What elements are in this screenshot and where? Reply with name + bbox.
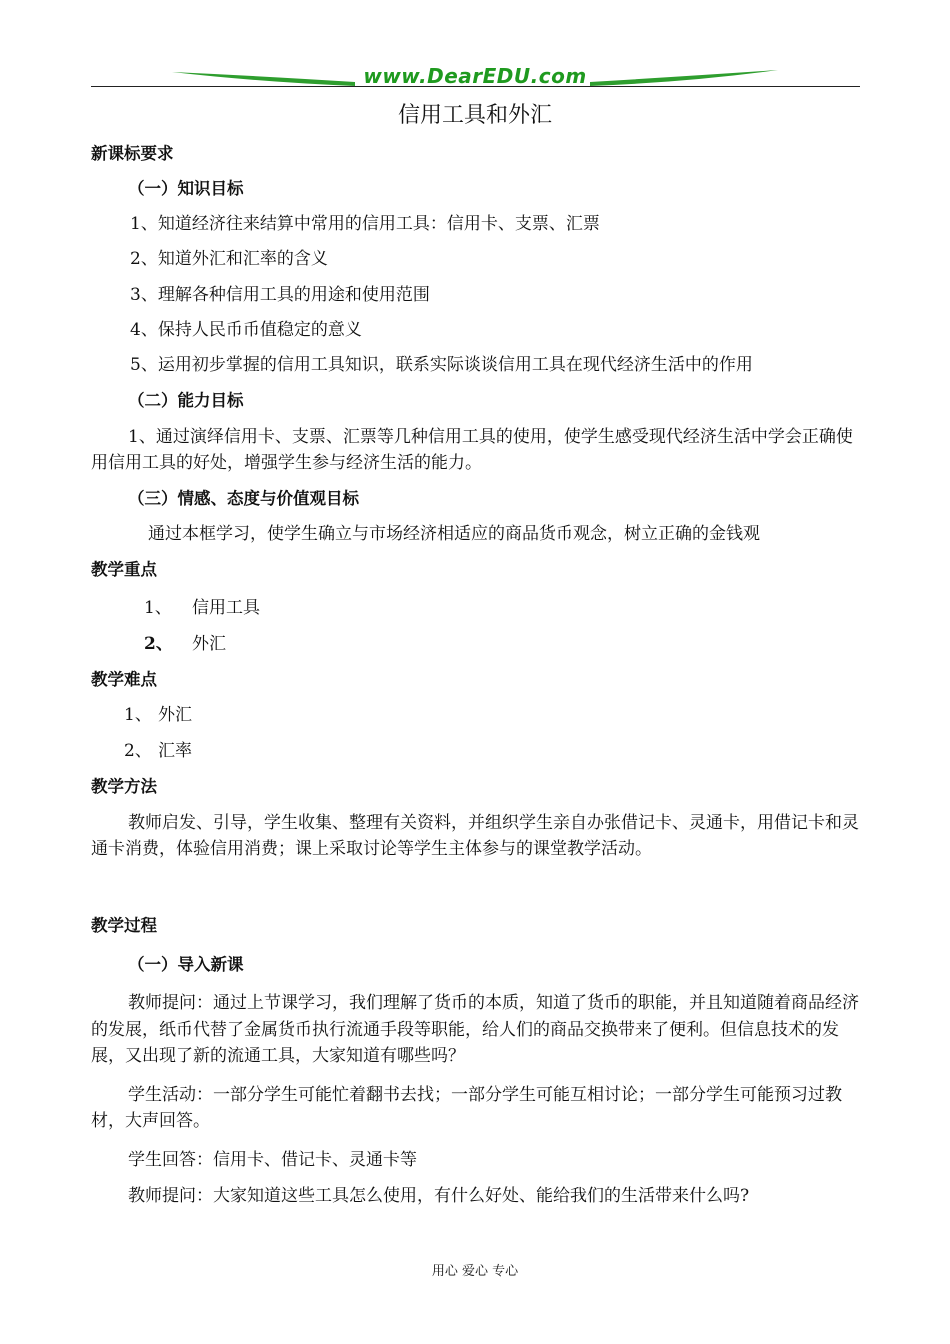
section-heading-requirements: 新课标要求: [91, 144, 174, 163]
list-item: 外汇: [192, 634, 226, 654]
page-footer: 用心 爱心 专心: [431, 1264, 519, 1279]
list-item-number: 1、: [124, 705, 152, 725]
list-item: 3、理解各种信用工具的用途和使用范围: [130, 285, 430, 305]
list-item-number: 2、: [144, 634, 173, 654]
list-item: 信用工具: [192, 598, 260, 618]
paragraph-teacher-question: 教师提问：大家知道这些工具怎么使用，有什么好处、能给我们的生活带来什么吗?: [128, 1186, 750, 1206]
list-item: 汇率: [158, 741, 192, 761]
paragraph-student-answer: 学生回答：信用卡、借记卡、灵通卡等: [128, 1150, 417, 1170]
subheading-intro: （一）导入新课: [128, 955, 244, 974]
paragraph-methods: 教师启发、引导，学生收集、整理有关资料，并组织学生亲自办张借记卡、灵通卡，用借记卡和灵通卡消费，体验信用消费；课上采取讨论等学生主体参与的课堂教学活动。: [91, 813, 859, 859]
subheading-ability-goal: （二）能力目标: [128, 391, 244, 410]
subheading-emotion-goal: （三）情感、态度与价值观目标: [128, 489, 359, 508]
paragraph-emotion: 通过本框学习，使学生确立与市场经济相适应的商品货币观念，树立正确的金钱观: [148, 524, 760, 544]
subheading-knowledge-goal: （一）知识目标: [128, 179, 244, 198]
site-logo: [170, 62, 780, 92]
list-item: 4、保持人民币币值稳定的意义: [130, 320, 362, 340]
list-item-number: 2、: [124, 741, 152, 761]
paragraph-intro-question: 教师提问：通过上节课学习，我们理解了货币的本质，知道了货币的职能，并且知道随着商品经济的发展，纸币代替了金属货币执行流通手段等职能，给人们的商品交换带来了便利。但信息技术的发展，又出现了新的流通工具，大家知道有哪些吗？: [91, 993, 859, 1066]
header-divider: [91, 86, 860, 87]
logo-text: www.DearEDU.com: [363, 64, 587, 88]
list-item-number: 1、: [144, 598, 172, 618]
paragraph-ability: 1、通过演绎信用卡、支票、汇票等几种信用工具的使用，使学生感受现代经济生活中学会正确使用信用工具的好处，增强学生参与经济生活的能力。: [91, 427, 853, 473]
section-heading-key-points: 教学重点: [91, 560, 157, 579]
list-item: 5、运用初步掌握的信用工具知识，联系实际谈谈信用工具在现代经济生活中的作用: [130, 355, 753, 375]
list-item: 1、知道经济往来结算中常用的信用工具：信用卡、支票、汇票: [130, 214, 600, 234]
list-item: 外汇: [158, 705, 192, 725]
section-heading-difficulties: 教学难点: [91, 670, 157, 689]
list-item: 2、知道外汇和汇率的含义: [130, 249, 328, 269]
paragraph-student-activity: 学生活动：一部分学生可能忙着翻书去找；一部分学生可能互相讨论；一部分学生可能预习过教材，大声回答。: [91, 1085, 842, 1131]
section-heading-process: 教学过程: [91, 916, 157, 935]
document-title: 信用工具和外汇: [397, 103, 552, 128]
section-heading-methods: 教学方法: [91, 777, 157, 796]
